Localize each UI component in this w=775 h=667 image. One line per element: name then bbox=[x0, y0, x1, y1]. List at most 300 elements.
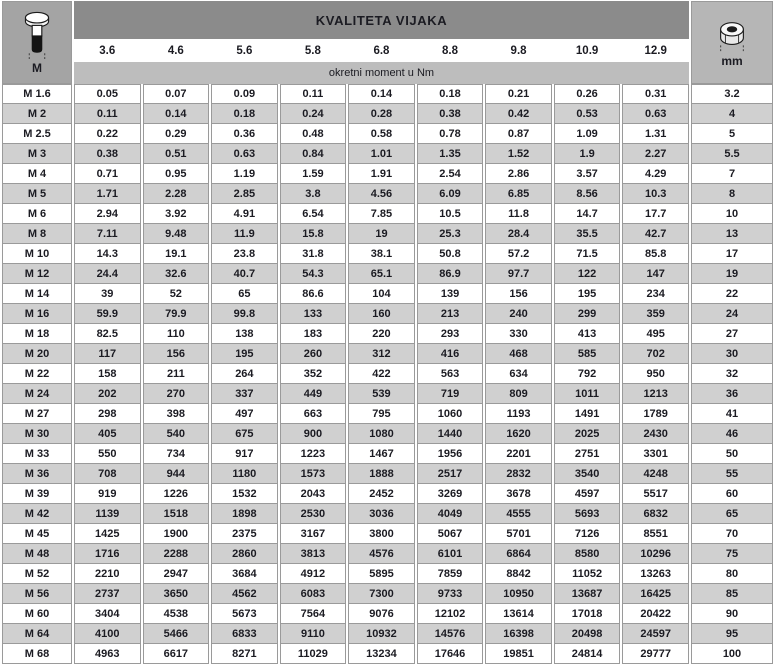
table-row bbox=[2, 324, 773, 344]
torque-value-cell: 0.05 bbox=[74, 84, 141, 104]
torque-value-cell: 139 bbox=[417, 284, 484, 304]
torque-value-cell: 4912 bbox=[280, 564, 347, 584]
table-row bbox=[2, 344, 773, 364]
table-row bbox=[2, 484, 773, 504]
torque-value-cell: 4.29 bbox=[622, 164, 689, 184]
torque-value-cell: 708 bbox=[74, 464, 141, 484]
torque-value-cell: 950 bbox=[622, 364, 689, 384]
metric-size-cell: M 5 bbox=[2, 184, 72, 204]
table-row bbox=[2, 384, 773, 404]
torque-value-cell: 5895 bbox=[348, 564, 415, 584]
wrench-size-cell: 80 bbox=[691, 564, 773, 584]
torque-value-cell: 28.4 bbox=[485, 224, 552, 244]
torque-value-cell: 59.9 bbox=[74, 304, 141, 324]
wrench-size-cell: 27 bbox=[691, 324, 773, 344]
torque-value-cell: 9110 bbox=[280, 624, 347, 644]
torque-value-cell: 4049 bbox=[417, 504, 484, 524]
torque-value-cell: 202 bbox=[74, 384, 141, 404]
torque-value-cell: 0.09 bbox=[211, 84, 278, 104]
torque-value-cell: 919 bbox=[74, 484, 141, 504]
torque-value-cell: 110 bbox=[143, 324, 210, 344]
torque-value-cell: 0.31 bbox=[622, 84, 689, 104]
metric-size-cell: M 60 bbox=[2, 604, 72, 624]
table-title: KVALITETA VIJAKA bbox=[74, 1, 689, 39]
wrench-size-cell: 13 bbox=[691, 224, 773, 244]
torque-value-cell: 1.35 bbox=[417, 144, 484, 164]
torque-value-cell: 86.9 bbox=[417, 264, 484, 284]
torque-value-cell: 3301 bbox=[622, 444, 689, 464]
torque-value-cell: 4555 bbox=[485, 504, 552, 524]
torque-value-cell: 25.3 bbox=[417, 224, 484, 244]
torque-value-cell: 7.11 bbox=[74, 224, 141, 244]
torque-value-cell: 6083 bbox=[280, 584, 347, 604]
table-row bbox=[2, 284, 773, 304]
torque-value-cell: 54.3 bbox=[280, 264, 347, 284]
torque-value-cell: 539 bbox=[348, 384, 415, 404]
metric-size-cell: M 16 bbox=[2, 304, 72, 324]
torque-value-cell: 0.29 bbox=[143, 124, 210, 144]
torque-value-cell: 99.8 bbox=[211, 304, 278, 324]
torque-value-cell: 31.8 bbox=[280, 244, 347, 264]
torque-value-cell: 3.8 bbox=[280, 184, 347, 204]
torque-value-cell: 1139 bbox=[74, 504, 141, 524]
torque-value-cell: 82.5 bbox=[74, 324, 141, 344]
torque-value-cell: 312 bbox=[348, 344, 415, 364]
torque-value-cell: 2737 bbox=[74, 584, 141, 604]
torque-value-cell: 195 bbox=[554, 284, 621, 304]
metric-size-cell: M 42 bbox=[2, 504, 72, 524]
wrench-size-label: mm bbox=[721, 54, 743, 68]
torque-value-cell: 97.7 bbox=[485, 264, 552, 284]
table-row bbox=[2, 564, 773, 584]
table-row bbox=[2, 544, 773, 564]
wrench-size-cell: 10 bbox=[691, 204, 773, 224]
wrench-size-cell: 19 bbox=[691, 264, 773, 284]
torque-value-cell: 2210 bbox=[74, 564, 141, 584]
quality-class-header: 8.8 bbox=[417, 39, 484, 62]
nut-icon bbox=[712, 17, 752, 53]
torque-value-cell: 40.7 bbox=[211, 264, 278, 284]
torque-table bbox=[0, 1, 775, 664]
torque-value-cell: 3404 bbox=[74, 604, 141, 624]
torque-value-cell: 792 bbox=[554, 364, 621, 384]
torque-value-cell: 5466 bbox=[143, 624, 210, 644]
torque-value-cell: 9.48 bbox=[143, 224, 210, 244]
torque-value-cell: 8271 bbox=[211, 644, 278, 664]
torque-value-cell: 359 bbox=[622, 304, 689, 324]
torque-value-cell: 663 bbox=[280, 404, 347, 424]
metric-size-cell: M 2 bbox=[2, 104, 72, 124]
torque-value-cell: 405 bbox=[74, 424, 141, 444]
wrench-size-cell: 70 bbox=[691, 524, 773, 544]
table-row bbox=[2, 264, 773, 284]
torque-value-cell: 0.51 bbox=[143, 144, 210, 164]
wrench-size-cell: 32 bbox=[691, 364, 773, 384]
torque-value-cell: 13263 bbox=[622, 564, 689, 584]
table-row bbox=[2, 144, 773, 164]
metric-size-cell: M 64 bbox=[2, 624, 72, 644]
quality-class-header: 3.6 bbox=[74, 39, 141, 62]
torque-value-cell: 220 bbox=[348, 324, 415, 344]
metric-size-cell: M 1.6 bbox=[2, 84, 72, 104]
torque-value-cell: 39 bbox=[74, 284, 141, 304]
torque-value-cell: 1956 bbox=[417, 444, 484, 464]
torque-value-cell: 1425 bbox=[74, 524, 141, 544]
table-row bbox=[2, 444, 773, 464]
torque-value-cell: 1011 bbox=[554, 384, 621, 404]
torque-value-cell: 65 bbox=[211, 284, 278, 304]
metric-size-cell: M 14 bbox=[2, 284, 72, 304]
torque-value-cell: 1193 bbox=[485, 404, 552, 424]
torque-value-cell: 0.63 bbox=[622, 104, 689, 124]
torque-value-cell: 1900 bbox=[143, 524, 210, 544]
torque-value-cell: 65.1 bbox=[348, 264, 415, 284]
metric-size-cell: M 45 bbox=[2, 524, 72, 544]
torque-value-cell: 5067 bbox=[417, 524, 484, 544]
torque-value-cell: 0.21 bbox=[485, 84, 552, 104]
torque-value-cell: 468 bbox=[485, 344, 552, 364]
torque-value-cell: 3.92 bbox=[143, 204, 210, 224]
torque-value-cell: 0.95 bbox=[143, 164, 210, 184]
torque-value-cell: 4.56 bbox=[348, 184, 415, 204]
torque-value-cell: 4538 bbox=[143, 604, 210, 624]
metric-size-cell: M 33 bbox=[2, 444, 72, 464]
metric-size-cell: M 8 bbox=[2, 224, 72, 244]
torque-value-cell: 7564 bbox=[280, 604, 347, 624]
table-row bbox=[2, 84, 773, 104]
torque-value-cell: 12102 bbox=[417, 604, 484, 624]
table-row bbox=[2, 244, 773, 264]
torque-value-cell: 11.8 bbox=[485, 204, 552, 224]
torque-value-cell: 14576 bbox=[417, 624, 484, 644]
torque-value-cell: 10.5 bbox=[417, 204, 484, 224]
wrench-size-cell: 4 bbox=[691, 104, 773, 124]
torque-value-cell: 5517 bbox=[622, 484, 689, 504]
torque-value-cell: 719 bbox=[417, 384, 484, 404]
torque-value-cell: 8.56 bbox=[554, 184, 621, 204]
torque-value-cell: 11052 bbox=[554, 564, 621, 584]
metric-size-cell: M 2.5 bbox=[2, 124, 72, 144]
torque-value-cell: 1.9 bbox=[554, 144, 621, 164]
metric-size-cell: M 3 bbox=[2, 144, 72, 164]
torque-value-cell: 147 bbox=[622, 264, 689, 284]
torque-value-cell: 20422 bbox=[622, 604, 689, 624]
torque-value-cell: 900 bbox=[280, 424, 347, 444]
torque-value-cell: 11029 bbox=[280, 644, 347, 664]
torque-value-cell: 71.5 bbox=[554, 244, 621, 264]
torque-value-cell: 5673 bbox=[211, 604, 278, 624]
metric-size-cell: M 56 bbox=[2, 584, 72, 604]
torque-value-cell: 183 bbox=[280, 324, 347, 344]
torque-value-cell: 416 bbox=[417, 344, 484, 364]
torque-value-cell: 2860 bbox=[211, 544, 278, 564]
metric-size-cell: M 12 bbox=[2, 264, 72, 284]
torque-value-cell: 1.19 bbox=[211, 164, 278, 184]
torque-value-cell: 1.09 bbox=[554, 124, 621, 144]
metric-size-cell: M 27 bbox=[2, 404, 72, 424]
torque-value-cell: 1.91 bbox=[348, 164, 415, 184]
wrench-size-cell: 55 bbox=[691, 464, 773, 484]
torque-value-cell: 352 bbox=[280, 364, 347, 384]
table-row bbox=[2, 504, 773, 524]
quality-class-header: 6.8 bbox=[348, 39, 415, 62]
metric-size-cell: M 36 bbox=[2, 464, 72, 484]
table-row bbox=[2, 404, 773, 424]
torque-value-cell: 0.24 bbox=[280, 104, 347, 124]
torque-value-cell: 2517 bbox=[417, 464, 484, 484]
torque-value-cell: 6832 bbox=[622, 504, 689, 524]
quality-class-header: 5.6 bbox=[211, 39, 278, 62]
torque-value-cell: 675 bbox=[211, 424, 278, 444]
wrench-size-cell: 5 bbox=[691, 124, 773, 144]
torque-value-cell: 240 bbox=[485, 304, 552, 324]
torque-value-cell: 4100 bbox=[74, 624, 141, 644]
wrench-size-cell: 85 bbox=[691, 584, 773, 604]
torque-value-cell: 3036 bbox=[348, 504, 415, 524]
wrench-size-cell: 75 bbox=[691, 544, 773, 564]
torque-value-cell: 634 bbox=[485, 364, 552, 384]
torque-value-cell: 1716 bbox=[74, 544, 141, 564]
torque-value-cell: 2452 bbox=[348, 484, 415, 504]
torque-value-cell: 20498 bbox=[554, 624, 621, 644]
torque-value-cell: 4963 bbox=[74, 644, 141, 664]
table-row bbox=[2, 204, 773, 224]
torque-value-cell: 6833 bbox=[211, 624, 278, 644]
torque-value-cell: 10296 bbox=[622, 544, 689, 564]
torque-value-cell: 234 bbox=[622, 284, 689, 304]
wrench-size-cell: 3.2 bbox=[691, 84, 773, 104]
torque-value-cell: 0.48 bbox=[280, 124, 347, 144]
torque-value-cell: 550 bbox=[74, 444, 141, 464]
torque-value-cell: 2832 bbox=[485, 464, 552, 484]
torque-value-cell: 4597 bbox=[554, 484, 621, 504]
torque-value-cell: 3800 bbox=[348, 524, 415, 544]
torque-value-cell: 1060 bbox=[417, 404, 484, 424]
wrench-size-cell: 22 bbox=[691, 284, 773, 304]
torque-value-cell: 0.53 bbox=[554, 104, 621, 124]
metric-size-cell: M 48 bbox=[2, 544, 72, 564]
torque-value-cell: 2375 bbox=[211, 524, 278, 544]
wrench-size-cell: 8 bbox=[691, 184, 773, 204]
torque-value-cell: 944 bbox=[143, 464, 210, 484]
torque-value-cell: 260 bbox=[280, 344, 347, 364]
table-row bbox=[2, 124, 773, 144]
torque-value-cell: 6617 bbox=[143, 644, 210, 664]
torque-value-cell: 337 bbox=[211, 384, 278, 404]
torque-value-cell: 0.14 bbox=[143, 104, 210, 124]
quality-class-header: 10.9 bbox=[554, 39, 621, 62]
metric-size-cell: M 20 bbox=[2, 344, 72, 364]
torque-value-cell: 0.87 bbox=[485, 124, 552, 144]
torque-value-cell: 133 bbox=[280, 304, 347, 324]
torque-value-cell: 1180 bbox=[211, 464, 278, 484]
torque-value-cell: 104 bbox=[348, 284, 415, 304]
torque-value-cell: 1467 bbox=[348, 444, 415, 464]
torque-value-cell: 2947 bbox=[143, 564, 210, 584]
torque-value-cell: 0.58 bbox=[348, 124, 415, 144]
torque-value-cell: 10950 bbox=[485, 584, 552, 604]
torque-value-cell: 2530 bbox=[280, 504, 347, 524]
wrench-size-cell: 60 bbox=[691, 484, 773, 504]
torque-value-cell: 795 bbox=[348, 404, 415, 424]
torque-value-cell: 2.54 bbox=[417, 164, 484, 184]
metric-size-cell: M 6 bbox=[2, 204, 72, 224]
torque-value-cell: 6.09 bbox=[417, 184, 484, 204]
torque-value-cell: 1491 bbox=[554, 404, 621, 424]
torque-value-cell: 4248 bbox=[622, 464, 689, 484]
torque-value-cell: 1573 bbox=[280, 464, 347, 484]
torque-value-cell: 1.59 bbox=[280, 164, 347, 184]
nut-header-cell bbox=[691, 1, 773, 84]
torque-value-cell: 422 bbox=[348, 364, 415, 384]
torque-value-cell: 6101 bbox=[417, 544, 484, 564]
wrench-size-cell: 30 bbox=[691, 344, 773, 364]
torque-value-cell: 19851 bbox=[485, 644, 552, 664]
torque-value-cell: 1213 bbox=[622, 384, 689, 404]
torque-value-cell: 24814 bbox=[554, 644, 621, 664]
table-row bbox=[2, 464, 773, 484]
torque-value-cell: 5693 bbox=[554, 504, 621, 524]
torque-value-cell: 330 bbox=[485, 324, 552, 344]
wrench-size-cell: 36 bbox=[691, 384, 773, 404]
torque-value-cell: 3678 bbox=[485, 484, 552, 504]
torque-value-cell: 7126 bbox=[554, 524, 621, 544]
torque-value-cell: 2.86 bbox=[485, 164, 552, 184]
torque-value-cell: 7859 bbox=[417, 564, 484, 584]
torque-value-cell: 13687 bbox=[554, 584, 621, 604]
torque-value-cell: 16425 bbox=[622, 584, 689, 604]
torque-value-cell: 52 bbox=[143, 284, 210, 304]
torque-value-cell: 809 bbox=[485, 384, 552, 404]
torque-value-cell: 0.22 bbox=[74, 124, 141, 144]
torque-value-cell: 734 bbox=[143, 444, 210, 464]
torque-value-cell: 1.71 bbox=[74, 184, 141, 204]
torque-value-cell: 0.11 bbox=[280, 84, 347, 104]
torque-value-cell: 1620 bbox=[485, 424, 552, 444]
torque-value-cell: 3269 bbox=[417, 484, 484, 504]
torque-value-cell: 0.38 bbox=[417, 104, 484, 124]
bolt-icon bbox=[19, 10, 55, 60]
metric-size-label: M bbox=[32, 61, 42, 75]
torque-value-cell: 213 bbox=[417, 304, 484, 324]
torque-value-cell: 6864 bbox=[485, 544, 552, 564]
torque-value-cell: 160 bbox=[348, 304, 415, 324]
torque-value-cell: 2288 bbox=[143, 544, 210, 564]
torque-value-cell: 4.91 bbox=[211, 204, 278, 224]
torque-value-cell: 17646 bbox=[417, 644, 484, 664]
torque-value-cell: 10932 bbox=[348, 624, 415, 644]
torque-value-cell: 24.4 bbox=[74, 264, 141, 284]
torque-value-cell: 1080 bbox=[348, 424, 415, 444]
torque-value-cell: 24597 bbox=[622, 624, 689, 644]
torque-value-cell: 156 bbox=[143, 344, 210, 364]
torque-value-cell: 50.8 bbox=[417, 244, 484, 264]
torque-value-cell: 2043 bbox=[280, 484, 347, 504]
torque-value-cell: 5701 bbox=[485, 524, 552, 544]
torque-value-cell: 2.85 bbox=[211, 184, 278, 204]
torque-value-cell: 585 bbox=[554, 344, 621, 364]
torque-value-cell: 15.8 bbox=[280, 224, 347, 244]
torque-value-cell: 86.6 bbox=[280, 284, 347, 304]
torque-value-cell: 3167 bbox=[280, 524, 347, 544]
torque-value-cell: 0.07 bbox=[143, 84, 210, 104]
metric-size-cell: M 18 bbox=[2, 324, 72, 344]
quality-class-row bbox=[2, 39, 773, 62]
quality-class-header: 9.8 bbox=[485, 39, 552, 62]
torque-value-cell: 299 bbox=[554, 304, 621, 324]
wrench-size-cell: 50 bbox=[691, 444, 773, 464]
torque-value-cell: 0.14 bbox=[348, 84, 415, 104]
table-row bbox=[2, 624, 773, 644]
wrench-size-cell: 7 bbox=[691, 164, 773, 184]
torque-value-cell: 8842 bbox=[485, 564, 552, 584]
torque-value-cell: 0.63 bbox=[211, 144, 278, 164]
torque-value-cell: 398 bbox=[143, 404, 210, 424]
torque-value-cell: 413 bbox=[554, 324, 621, 344]
torque-value-cell: 702 bbox=[622, 344, 689, 364]
torque-value-cell: 156 bbox=[485, 284, 552, 304]
torque-value-cell: 19.1 bbox=[143, 244, 210, 264]
table-row bbox=[2, 104, 773, 124]
torque-value-cell: 42.7 bbox=[622, 224, 689, 244]
torque-value-cell: 563 bbox=[417, 364, 484, 384]
metric-size-cell: M 24 bbox=[2, 384, 72, 404]
torque-value-cell: 0.78 bbox=[417, 124, 484, 144]
metric-size-cell: M 22 bbox=[2, 364, 72, 384]
torque-value-cell: 8580 bbox=[554, 544, 621, 564]
wrench-size-cell: 17 bbox=[691, 244, 773, 264]
torque-value-cell: 0.26 bbox=[554, 84, 621, 104]
torque-value-cell: 38.1 bbox=[348, 244, 415, 264]
torque-value-cell: 2.94 bbox=[74, 204, 141, 224]
torque-value-cell: 1898 bbox=[211, 504, 278, 524]
table-row bbox=[2, 644, 773, 664]
torque-value-cell: 6.85 bbox=[485, 184, 552, 204]
torque-value-cell: 9733 bbox=[417, 584, 484, 604]
metric-size-cell: M 68 bbox=[2, 644, 72, 664]
torque-value-cell: 2751 bbox=[554, 444, 621, 464]
torque-value-cell: 57.2 bbox=[485, 244, 552, 264]
table-row bbox=[2, 304, 773, 324]
torque-value-cell: 0.84 bbox=[280, 144, 347, 164]
torque-value-cell: 0.42 bbox=[485, 104, 552, 124]
torque-value-cell: 35.5 bbox=[554, 224, 621, 244]
torque-value-cell: 3540 bbox=[554, 464, 621, 484]
torque-value-cell: 270 bbox=[143, 384, 210, 404]
table-row bbox=[2, 524, 773, 544]
torque-value-cell: 1.31 bbox=[622, 124, 689, 144]
torque-value-cell: 17018 bbox=[554, 604, 621, 624]
metric-size-cell: M 52 bbox=[2, 564, 72, 584]
torque-value-cell: 79.9 bbox=[143, 304, 210, 324]
table-row bbox=[2, 224, 773, 244]
quality-class-header: 12.9 bbox=[622, 39, 689, 62]
torque-value-cell: 8551 bbox=[622, 524, 689, 544]
torque-value-cell: 195 bbox=[211, 344, 278, 364]
torque-value-cell: 6.54 bbox=[280, 204, 347, 224]
wrench-size-cell: 65 bbox=[691, 504, 773, 524]
torque-value-cell: 264 bbox=[211, 364, 278, 384]
torque-value-cell: 1440 bbox=[417, 424, 484, 444]
quality-class-header: 4.6 bbox=[143, 39, 210, 62]
torque-value-cell: 3813 bbox=[280, 544, 347, 564]
torque-value-cell: 3.57 bbox=[554, 164, 621, 184]
torque-value-cell: 3650 bbox=[143, 584, 210, 604]
subtitle-row bbox=[2, 62, 773, 84]
torque-value-cell: 4576 bbox=[348, 544, 415, 564]
wrench-size-cell: 24 bbox=[691, 304, 773, 324]
torque-value-cell: 1888 bbox=[348, 464, 415, 484]
